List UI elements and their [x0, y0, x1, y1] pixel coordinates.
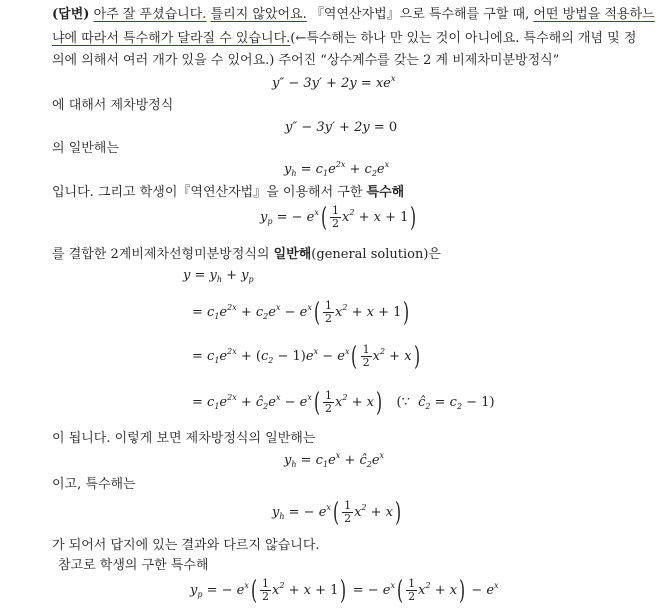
bold-term-particular: 특수해	[366, 185, 405, 200]
paragraph-line-11: 참고로 학생의 구한 특수해	[58, 558, 209, 573]
text-segment: (←특수해는 하나 만 있는 것이 아니에요. 특수해의 개념 및 정	[290, 31, 637, 46]
paragraph-line-10: 가 되어서 답지에 있는 결과와 다르지 않습니다.	[52, 538, 320, 553]
paragraph-line-3: 의에 의해서 여러 개가 있을 수 있어요.) 주어진 “상수계수를 갖는 2 계 비제차미분방정식”	[52, 53, 560, 68]
underlined-phrase-3: 어떤 방법을 적용하느	[533, 7, 655, 22]
underlined-phrase-4: 냐에 따라서 특수해가 달라질 수 있습니다.	[52, 31, 291, 46]
equation-y-sum: $y = y_h + y_p$	[183, 268, 254, 284]
paragraph-line-7	[52, 246, 441, 264]
paragraph-line-8: 이 됩니다. 이렇게 보면 제차방정식의 일반해는	[52, 431, 316, 446]
equation-step-2: = $c_1e^{2x} + (c_2 - 1)e^x - e^x$( $\frac{1}{2}$ $x^2 + x$)	[192, 341, 420, 372]
equation-yp: $y_p$ = − $e^x$( $\frac{1}{2}$ $x^2 + x + 1$)	[260, 202, 417, 233]
text-segment: 입니다. 그리고 학생이『역연산자법』을 이용해서 구한	[52, 185, 363, 200]
equation-yh: $y_h = c_1e^{2x} + c_2e^x$	[284, 160, 390, 178]
because-symbol: (∵	[396, 395, 410, 410]
equation-step-1: = $c_1e^{2x} + c_2e^x - e^x$( $\frac{1}{2}$ $x^2 + x + 1$)	[192, 297, 410, 328]
text-segment: (general solution)은	[311, 247, 441, 262]
text-segment: 를 결합한 2계비제차선형미분방정식의	[52, 247, 270, 262]
paragraph-line-2	[52, 30, 636, 48]
paragraph-line-4: 에 대해서 제차방정식	[52, 98, 174, 113]
paragraph-line-5: 의 일반해는	[52, 141, 119, 156]
equation-yp-identity: $y_p$ = − $e^x$( $\frac{1}{2}$ $x^2 + x + 1$) = − $e^x$( $\frac{1}{2}$ $x^2 + x) - e^x$	[190, 575, 499, 606]
text-segment: 『역연산자법』으로 특수해를 구할 때,	[310, 7, 530, 22]
equation-homogeneous: y″ − 3y′ + 2y = 0	[285, 120, 398, 135]
equation-yh-new: $y_h = c_1e^x$ + $ĉ_2e^x$	[284, 451, 385, 469]
underlined-phrase-1: 아주 잘 푸셨습니다.	[93, 7, 207, 22]
equation-step-3: = $c_1e^{2x}$ + $ĉ_2e^x - e^x$( $\frac{1}{2}$ $x^2 + x$) (∵ $ĉ_2 = c_2 - 1$)	[192, 387, 495, 418]
underlined-phrase-2: 틀리지 않았어요.	[210, 7, 307, 22]
paragraph-line-1	[52, 6, 655, 24]
equation-ode: $y'' - 3y' + 2y = xe^x$	[272, 74, 396, 91]
bold-term-general: 일반해	[273, 247, 312, 262]
paragraph-line-9: 이고, 특수해는	[52, 477, 136, 492]
paragraph-line-6	[52, 184, 404, 202]
answer-label: (답변)	[52, 7, 90, 22]
equation-yh-particular: $y_h$ = − $e^x$( $\frac{1}{2}$ $x^2 + x$)	[272, 497, 402, 528]
